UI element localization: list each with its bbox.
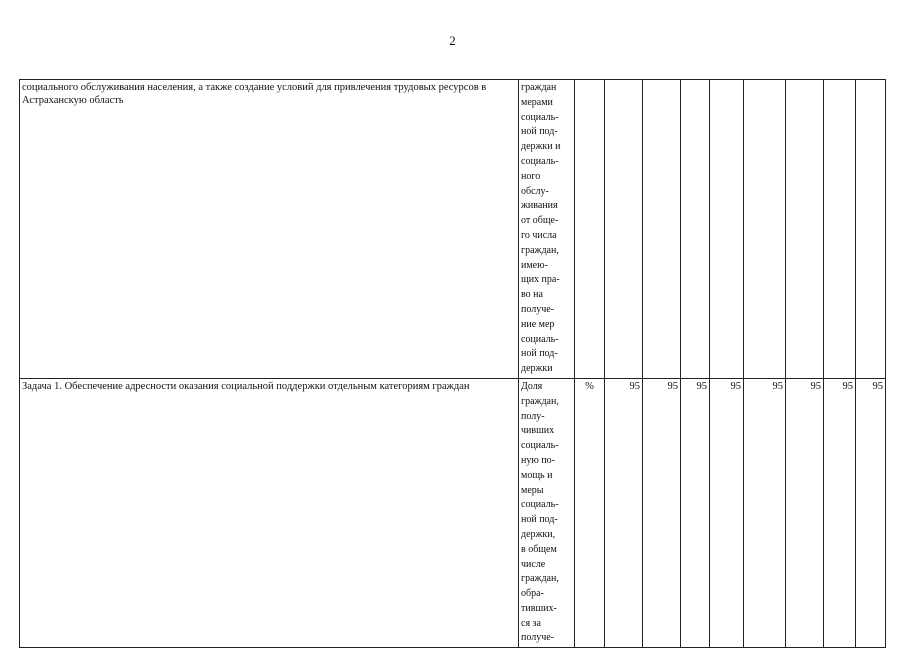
value-cell xyxy=(744,80,786,379)
value-cell xyxy=(786,80,824,379)
indicator-line: мерами xyxy=(521,96,553,108)
indicator-line: живания xyxy=(521,200,558,212)
indicator-line: го числа xyxy=(521,229,557,241)
value-cell xyxy=(681,80,710,379)
indicator-line: ной под- xyxy=(521,514,558,526)
value-cell: 95 xyxy=(710,378,744,647)
indicators-table xyxy=(19,79,886,648)
value-cell: 95 xyxy=(856,378,886,647)
indicator-line: мощь и xyxy=(521,469,553,481)
indicator-cell xyxy=(519,80,575,379)
unit-cell: % xyxy=(575,378,605,647)
value-cell xyxy=(605,80,643,379)
indicator-line: во на xyxy=(521,289,543,301)
indicator-line: получе- xyxy=(521,303,555,315)
value-cell xyxy=(643,80,681,379)
indicator-line: ной под- xyxy=(521,348,558,360)
value-cell: 95 xyxy=(786,378,824,647)
value-cell xyxy=(856,80,886,379)
task-cell: Задача 1. Обеспечение адресности оказания социальной поддержки отдельным категориям граждан xyxy=(20,378,519,647)
indicator-line: социаль- xyxy=(521,440,559,452)
indicator-line: социаль- xyxy=(521,111,559,123)
indicator-line: ние мер xyxy=(521,318,555,330)
indicator-line: Доля xyxy=(521,380,543,392)
indicator-line: чивших xyxy=(521,425,555,437)
unit-cell xyxy=(575,80,605,379)
indicator-line: граждан xyxy=(521,82,557,93)
table-row xyxy=(20,378,886,647)
table-row xyxy=(20,80,886,379)
indicator-line: держки и xyxy=(521,141,561,153)
indicator-line: социаль- xyxy=(521,333,559,345)
value-cell xyxy=(824,80,856,379)
indicator-line: получе- xyxy=(521,632,555,644)
value-cell: 95 xyxy=(681,378,710,647)
indicator-line: полу- xyxy=(521,410,545,422)
indicator-line: меры xyxy=(521,484,544,496)
page-number: 2 xyxy=(449,33,456,48)
indicator-line: тивших- xyxy=(521,602,557,614)
indicator-line: от обще- xyxy=(521,215,559,227)
value-cell: 95 xyxy=(643,378,681,647)
indicator-line: держки, xyxy=(521,528,556,540)
indicator-line: имею- xyxy=(521,259,548,271)
indicator-line: обслу- xyxy=(521,185,549,197)
indicator-line: в общем xyxy=(521,543,557,555)
indicator-line: социаль- xyxy=(521,499,559,511)
value-cell: 95 xyxy=(744,378,786,647)
indicator-line: граждан, xyxy=(521,573,559,585)
value-cell: 95 xyxy=(824,378,856,647)
indicator-cell xyxy=(519,378,575,647)
indicator-line: ной под- xyxy=(521,126,558,138)
indicator-line: ную по- xyxy=(521,454,556,466)
indicator-line: социаль- xyxy=(521,155,559,167)
value-cell xyxy=(710,80,744,379)
value-cell: 95 xyxy=(605,378,643,647)
indicator-line: граждан, xyxy=(521,244,559,256)
indicator-line: граждан, xyxy=(521,395,559,407)
task-cell: социального обслуживания населения, а также создание условий для привлечения трудовых ресурсов в Астраханскую область xyxy=(20,80,519,379)
indicator-line: обра- xyxy=(521,588,544,600)
indicator-line: держки xyxy=(521,363,553,375)
indicator-line: ся за xyxy=(521,617,541,629)
indicator-line: ного xyxy=(521,170,541,182)
indicator-line: числе xyxy=(521,558,546,570)
indicator-line: щих пра- xyxy=(521,274,560,286)
